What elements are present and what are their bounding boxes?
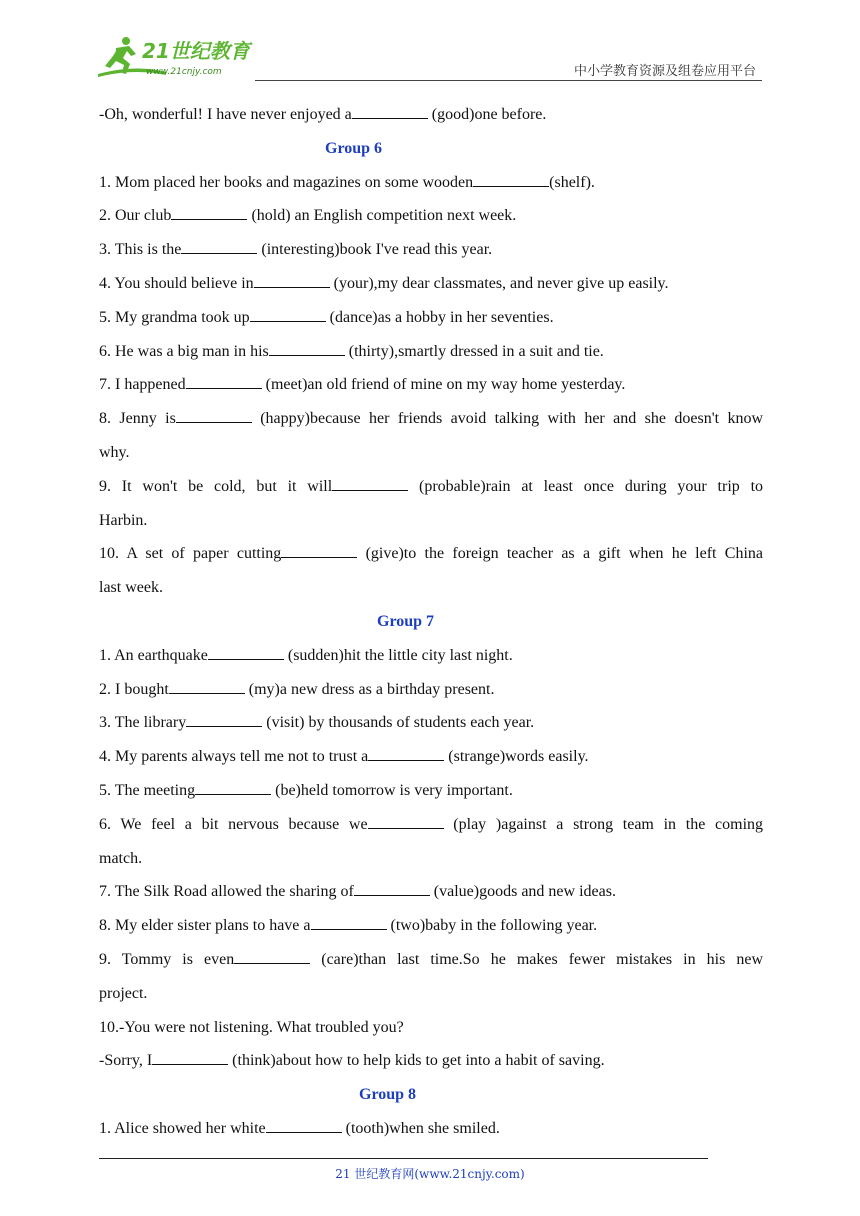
page-header	[0, 0, 860, 90]
question-text: 5. My grandma took up	[99, 308, 250, 326]
exercise-content	[99, 98, 763, 1146]
question-text: (play )against a strong team in the coming	[443, 815, 764, 833]
question-line	[99, 943, 763, 977]
question-line	[99, 1112, 763, 1146]
group-heading: Group 8	[359, 1086, 417, 1104]
question-line	[99, 199, 763, 233]
logo-text: 21世纪教育	[142, 39, 250, 63]
question-text: match.	[99, 849, 143, 867]
question-text: (meet)an old friend of mine on my way home yesterday.	[261, 376, 626, 394]
question-text: (thirty),smartly dressed in a suit and tie.	[344, 342, 604, 360]
question-text: 1. Mom placed her books and magazines on some wooden	[99, 173, 474, 191]
question-text: 8. Jenny is	[99, 410, 176, 428]
question-text: (dance)as a hobby in her seventies.	[325, 308, 554, 326]
question-text: (sudden)hit the little city last night.	[283, 646, 513, 664]
question-text: 2. Our club	[99, 207, 172, 225]
footer-divider	[99, 1158, 708, 1159]
question-text: 1. Alice showed her white	[99, 1119, 266, 1137]
question-line	[99, 909, 763, 943]
question-text: 5. The meeting	[99, 781, 196, 799]
question-text: (two)baby in the following year.	[386, 917, 598, 935]
question-text: (interesting)book I've read this year.	[257, 241, 493, 259]
answer-blank[interactable]	[332, 476, 408, 491]
answer-blank[interactable]	[176, 408, 252, 423]
answer-blank[interactable]	[186, 712, 262, 727]
answer-blank[interactable]	[195, 780, 271, 795]
question-line	[99, 808, 763, 842]
question-text: Harbin.	[99, 511, 148, 529]
question-line	[99, 977, 763, 1011]
question-text: 3. This is the	[99, 241, 182, 259]
question-text: (strange)words easily.	[444, 748, 589, 766]
question-text: 6. We feel a bit nervous because we	[99, 815, 368, 833]
question-text: 7. The Silk Road allowed the sharing of	[99, 883, 354, 901]
question-text: 3. The library	[99, 714, 187, 732]
logo	[96, 34, 266, 78]
question-text: -Sorry, I	[99, 1052, 153, 1070]
question-text: (be)held tomorrow is very important.	[271, 781, 513, 799]
answer-blank[interactable]	[234, 949, 310, 964]
answer-blank[interactable]	[250, 307, 326, 322]
question-line	[99, 233, 763, 267]
question-text: (shelf).	[549, 173, 595, 191]
question-text: last week.	[99, 579, 163, 597]
question-text: (hold) an English competition next week.	[247, 207, 517, 225]
question-text: 1. An earthquake	[99, 646, 208, 664]
answer-blank[interactable]	[181, 239, 257, 254]
answer-blank[interactable]	[186, 374, 262, 389]
question-text: (your),my dear classmates, and never give up easily.	[329, 274, 669, 292]
question-line	[99, 402, 763, 436]
answer-blank[interactable]	[254, 273, 330, 288]
question-line	[99, 537, 763, 571]
answer-blank[interactable]	[169, 679, 245, 694]
answer-blank[interactable]	[266, 1118, 342, 1133]
question-line	[99, 673, 763, 707]
question-line	[99, 436, 763, 470]
question-line	[99, 166, 763, 200]
answer-blank[interactable]	[269, 341, 345, 356]
question-text: (value)goods and new ideas.	[429, 883, 616, 901]
answer-blank[interactable]	[368, 814, 444, 829]
question-line	[99, 571, 763, 605]
question-line	[99, 774, 763, 808]
question-line	[99, 267, 763, 301]
group-heading: Group 6	[325, 139, 383, 157]
question-line	[99, 98, 763, 132]
answer-blank[interactable]	[171, 205, 247, 220]
question-text: 4. You should believe in	[99, 274, 254, 292]
logo-url: www.21cnjy.com	[146, 67, 222, 77]
answer-blank[interactable]	[368, 746, 444, 761]
question-text: 8. My elder sister plans to have a	[99, 917, 311, 935]
question-text: 10.-You were not listening. What troubled you?	[99, 1018, 404, 1036]
question-text: 9. It won't be cold, but it will	[99, 477, 333, 495]
question-text: (happy)because her friends avoid talking with her and she doesn't know	[251, 410, 764, 428]
question-text: (good)one before.	[427, 106, 547, 123]
question-text: (think)about how to help kids to get into a habit of saving.	[228, 1052, 605, 1070]
question-text: project.	[99, 984, 148, 1002]
question-text: (my)a new dress as a birthday present.	[244, 680, 495, 698]
answer-blank[interactable]	[208, 645, 284, 660]
question-line	[99, 706, 763, 740]
question-text: (give)to the foreign teacher as a gift when he left China	[357, 545, 764, 563]
question-line	[99, 368, 763, 402]
question-line	[99, 875, 763, 909]
question-text: why.	[99, 443, 130, 461]
question-line	[99, 842, 763, 876]
question-text: -Oh, wonderful! I have never enjoyed a	[99, 106, 352, 123]
question-text: 10. A set of paper cutting	[99, 545, 282, 563]
question-text: (visit) by thousands of students each year.	[262, 714, 535, 732]
answer-blank[interactable]	[152, 1050, 228, 1065]
question-text: 2. I bought	[99, 680, 169, 698]
question-line	[99, 1044, 763, 1078]
answer-blank[interactable]	[352, 104, 428, 119]
question-line	[99, 1011, 763, 1045]
group-heading: Group 7	[377, 612, 435, 630]
question-line	[99, 740, 763, 774]
question-text: (tooth)when she smiled.	[341, 1119, 500, 1137]
question-text: 4. My parents always tell me not to trust a	[99, 748, 369, 766]
question-line	[99, 301, 763, 335]
question-text: (care)than last time.So he makes fewer mistakes in his new	[310, 950, 764, 968]
question-text: 6. He was a big man in his	[99, 342, 269, 360]
question-text: 9. Tommy is even	[99, 950, 235, 968]
footer-text: 21 世纪教育网(www.21cnjy.com)	[335, 1167, 525, 1181]
question-line	[99, 639, 763, 673]
answer-blank[interactable]	[354, 881, 430, 896]
question-line	[99, 504, 763, 538]
answer-blank[interactable]	[311, 915, 387, 930]
header-platform-text: 中小学教育资源及组卷应用平台	[573, 64, 756, 79]
question-text: (probable)rain at least once during your trip to	[408, 477, 764, 495]
question-line	[99, 335, 763, 369]
answer-blank[interactable]	[473, 172, 549, 187]
question-line	[99, 470, 763, 504]
question-text: 7. I happened	[99, 376, 186, 394]
header-divider	[255, 80, 762, 81]
answer-blank[interactable]	[281, 543, 357, 558]
